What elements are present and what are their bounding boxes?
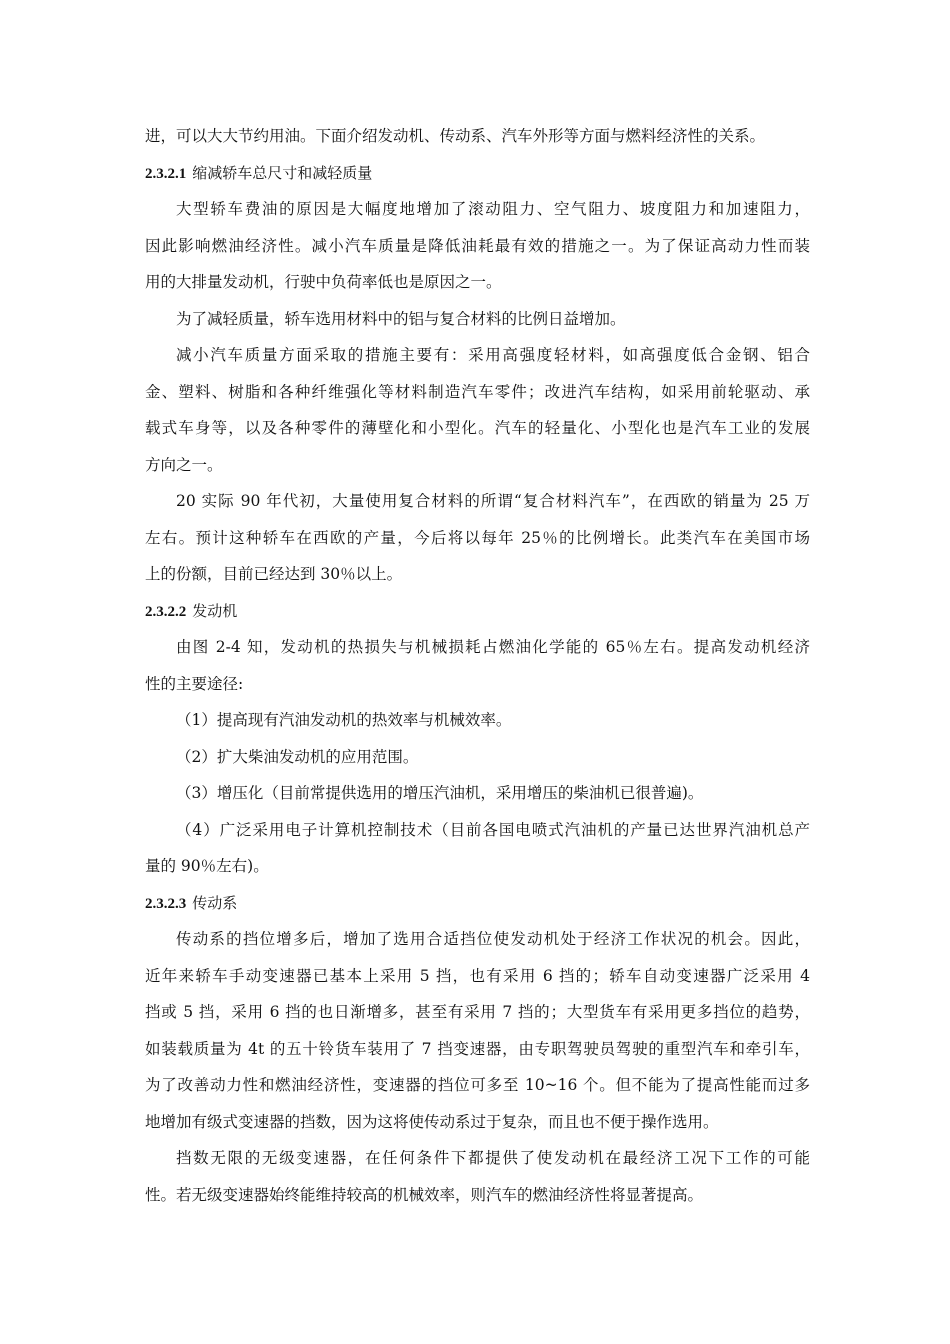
- paragraph-line: 为了减轻质量，轿车选用材料中的铝与复合材料的比例日益增加。: [176, 309, 626, 328]
- section-title: 缩减轿车总尺寸和减轻质量: [192, 163, 373, 182]
- section-number: 2.3.2.3: [145, 895, 187, 912]
- paragraph-line: 如装载质量为 4t 的五十铃货车装用了 7 挡变速器，由专职驾驶员驾驶的重型汽车和牵引车，: [145, 1039, 810, 1058]
- paragraph-line: 近年来轿车手动变速器已基本上采用 5 挡，也有采用 6 挡的；轿车自动变速器广泛采用 4: [145, 966, 810, 985]
- paragraph-line: 减小汽车质量方面采取的措施主要有：采用高强度轻材料，如高强度低合金钢、铝合: [176, 346, 810, 364]
- paragraph-line: 为了改善动力性和燃油经济性，变速器的挡位可多至 10~16 个。但不能为了提高性能而过多: [145, 1076, 810, 1094]
- paragraph-line: 大型轿车费油的原因是大幅度地增加了滚动阻力、空气阻力、坡度阻力和加速阻力，: [176, 200, 810, 218]
- section-heading-2-3-2-2: [145, 593, 810, 630]
- section-heading-2-3-2-1: [145, 155, 810, 192]
- paragraph: [145, 191, 810, 301]
- paragraph-line: 性的主要途径:: [145, 674, 244, 693]
- list-item-line: 量的 90％左右)。: [145, 857, 269, 875]
- paragraph: [145, 1140, 810, 1213]
- paragraph-line: 因此影响燃油经济性。减小汽车质量是降低油耗最有效的措施之一。为了保证高动力性而装: [145, 236, 810, 255]
- list-item-line: （1）提高现有汽油发动机的热效率与机械效率。: [176, 711, 512, 729]
- continued-paragraph-line: 进，可以大大节约用油。下面介绍发动机、传动系、汽车外形等方面与燃料经济性的关系。: [145, 127, 766, 145]
- list-item: [145, 702, 810, 739]
- paragraph: [145, 301, 810, 338]
- paragraph-line: 上的份额，目前已经达到 30％以上。: [145, 565, 403, 583]
- section-title: 发动机: [192, 601, 238, 620]
- paragraph-line: 左右。预计这种轿车在西欧的产量，今后将以每年 25％的比例增长。此类汽车在美国市场: [145, 528, 810, 547]
- section-heading-2-3-2-3: [145, 885, 810, 922]
- paragraph-line: 挡数无限的无级变速器，在任何条件下都提供了使发动机在最经济工况下工作的可能: [176, 1149, 810, 1167]
- paragraph-line: 载式车身等，以及各种零件的薄壁化和小型化。汽车的轻量化、小型化也是汽车工业的发展: [145, 419, 810, 437]
- list-item: [145, 739, 810, 776]
- list-item: [145, 775, 810, 812]
- document-page: [145, 118, 810, 1213]
- paragraph-line: 传动系的挡位增多后，增加了选用合适挡位使发动机处于经济工作状况的机会。因此，: [176, 930, 810, 948]
- list-item-line: （4）广泛采用电子计算机控制技术（目前各国电喷式汽油机的产量已达世界汽油机总产: [176, 820, 810, 839]
- section-number: 2.3.2.1: [145, 165, 187, 182]
- paragraph-line: 由图 2-4 知，发动机的热损失与机械损耗占燃油化学能的 65％左右。提高发动机经济: [176, 638, 810, 656]
- paragraph-line: 用的大排量发动机，行驶中负荷率低也是原因之一。: [145, 273, 502, 291]
- paragraph-line: 性。若无级变速器始终能维持较高的机械效率，则汽车的燃油经济性将显著提高。: [145, 1185, 704, 1204]
- paragraph-line: 20 实际 90 年代初，大量使用复合材料的所谓“复合材料汽车”，在西欧的销量为 25 万: [176, 492, 810, 510]
- list-item: [145, 812, 810, 885]
- section-title: 传动系: [192, 893, 238, 912]
- section-number: 2.3.2.2: [145, 603, 187, 620]
- paragraph: [145, 921, 810, 1140]
- paragraph-line: 地增加有级式变速器的挡数，因为这将使传动系过于复杂，而且也不便于操作选用。: [145, 1112, 719, 1131]
- paragraph: [145, 337, 810, 483]
- paragraph-line: 金、塑料、树脂和各种纤维强化等材料制造汽车零件；改进汽车结构，如采用前轮驱动、承: [145, 382, 810, 401]
- paragraph-line: 方向之一。: [145, 455, 223, 474]
- list-item-line: （2）扩大柴油发动机的应用范围。: [176, 747, 419, 766]
- list-item-line: （3）增压化（目前常提供选用的增压汽油机，采用增压的柴油机已很普遍)。: [176, 784, 704, 802]
- paragraph: [145, 483, 810, 593]
- paragraph-line: 挡或 5 挡，采用 6 挡的也日渐增多，甚至有采用 7 挡的；大型货车有采用更多挡位的趋势，: [145, 1003, 810, 1021]
- paragraph: [145, 629, 810, 702]
